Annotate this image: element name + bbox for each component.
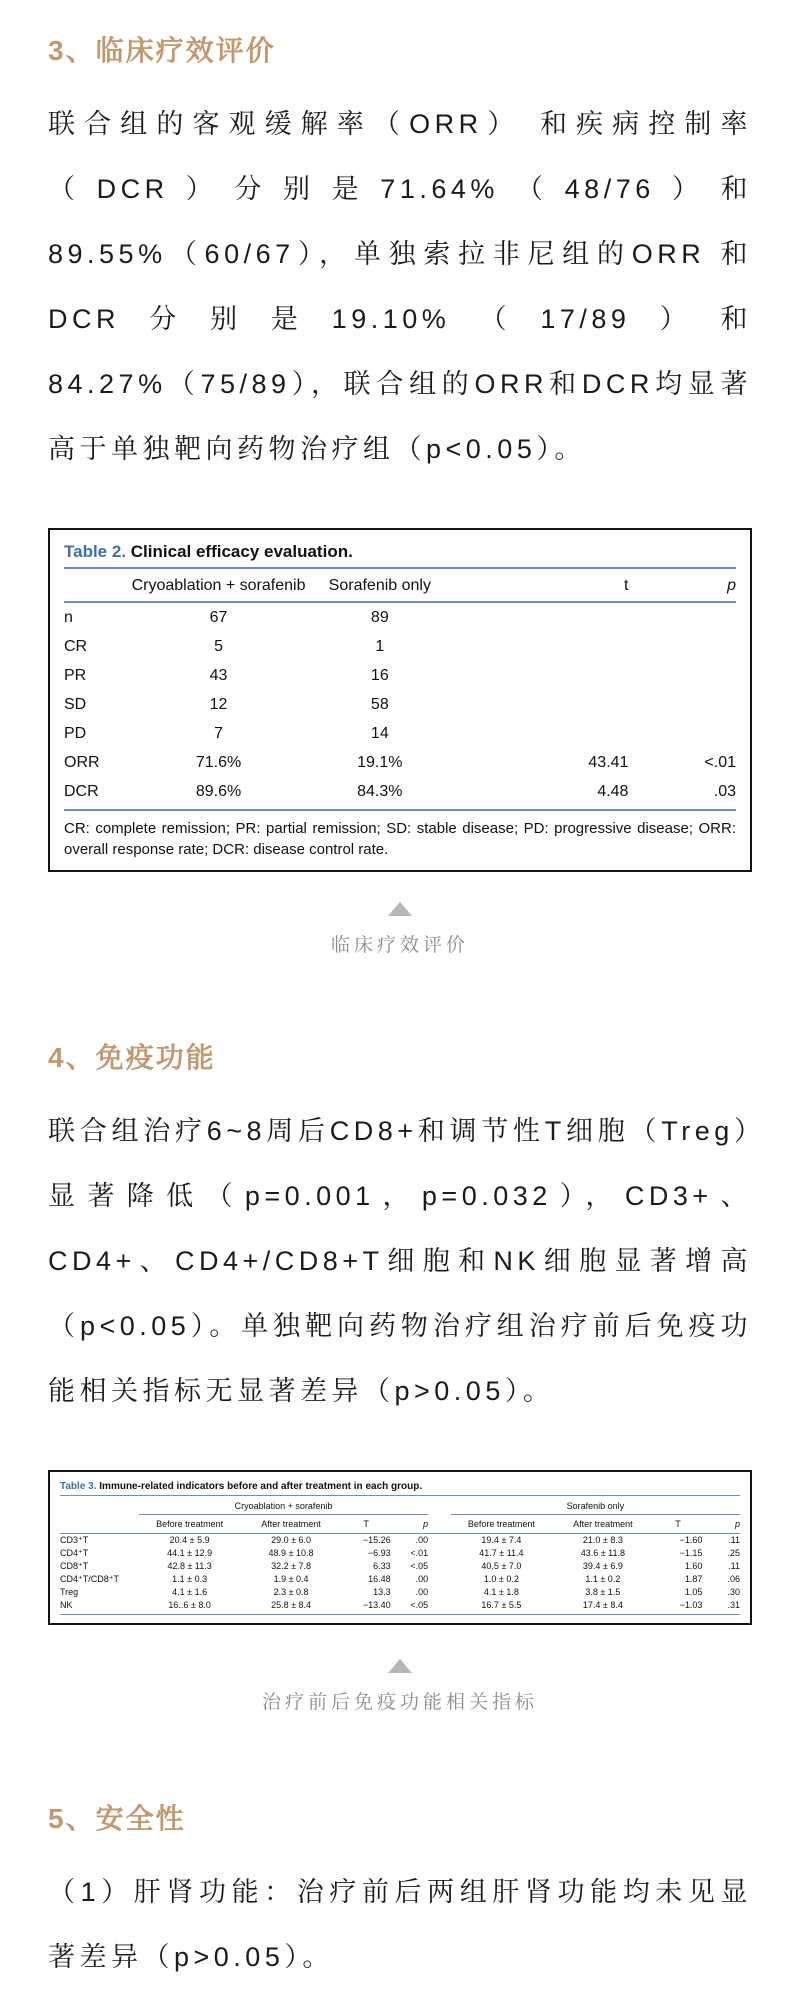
table-row	[60, 1534, 740, 1548]
table-cell: 7	[214, 725, 223, 742]
table-cell: .00	[415, 1535, 429, 1545]
table3-group-empty	[60, 1496, 139, 1516]
table-cell	[428, 1573, 451, 1586]
table-row	[64, 748, 736, 777]
table-cell: .03	[628, 777, 736, 810]
table-cell: 21.0 ± 8.3	[582, 1535, 623, 1545]
table-cell: DCR	[64, 777, 131, 810]
figure2-caption-block	[48, 1659, 752, 1714]
table-cell	[454, 690, 629, 719]
table-cell: 6.33	[373, 1561, 391, 1571]
table-cell: .11	[728, 1535, 740, 1545]
table-cell: 16..6 ± 8.0	[139, 1599, 240, 1615]
table-cell: 58	[370, 696, 389, 713]
table-cell	[454, 602, 629, 632]
triangle-up-icon	[388, 902, 412, 916]
table3-body	[60, 1534, 740, 1615]
table-cell: 40.5 ± 7.0	[481, 1561, 522, 1571]
table2-body	[64, 602, 736, 810]
table-cell: 71.6%	[195, 754, 242, 771]
table-cell: 19.1%	[357, 754, 403, 771]
table-cell	[454, 661, 629, 690]
table-row	[64, 719, 736, 748]
section-4-paragraph: 联合组治疗6~8周后CD8+和调节性T细胞（Treg）显著降低（p=0.001，p=0.032），CD3+、CD4+、CD4+/CD8+T细胞和NK细胞显著增高（p<0.05）。单独靶向药物治疗组治疗前后免疫功能相关指标无显著差异（p>0.05）。	[48, 1116, 752, 1406]
table-cell	[454, 632, 629, 661]
clinical-efficacy-table	[64, 569, 736, 811]
table3-subheader-spacer	[428, 1516, 451, 1534]
table3-group-spacer	[428, 1496, 451, 1516]
table-cell: 13.3	[373, 1587, 391, 1597]
table2-header-empty	[64, 569, 131, 602]
table3-caption-text: Immune-related indicators before and after treatment in each group.	[99, 1481, 423, 1492]
table-cell: CD3⁺T	[60, 1535, 89, 1545]
section-4-heading: 4、免疫功能	[48, 1042, 216, 1073]
table-cell: .00	[415, 1587, 429, 1597]
table-cell	[628, 690, 736, 719]
table-cell: 32.2 ± 7.8	[271, 1561, 312, 1571]
table2-title	[64, 542, 736, 569]
table2-label: Table 2.	[64, 542, 127, 561]
table-cell	[428, 1547, 451, 1560]
table-cell: 3.8 ± 1.5	[585, 1587, 621, 1597]
table-cell: 4.48	[454, 777, 629, 810]
table-row	[60, 1586, 740, 1599]
table-cell	[428, 1534, 451, 1548]
table-cell	[628, 719, 736, 748]
table-cell: 43	[209, 667, 228, 684]
section-3-paragraph: 联合组的客观缓解率（ORR） 和疾病控制率（DCR）分别是71.64%（48/76）和89.55%（60/67），单独索拉非尼组的ORR 和DCR分别是19.10%（17/89）和84.27%（75/89），联合组的ORR和DCR均显著高于单独靶向药物治疗组（p<0.05）。	[48, 109, 752, 464]
table-cell	[428, 1586, 451, 1599]
table-cell: 14	[370, 725, 389, 742]
table3-title	[60, 1481, 740, 1496]
table3-subheader-p1: p	[391, 1516, 429, 1534]
table-row	[60, 1547, 740, 1560]
table-cell: 25.8 ± 8.4	[240, 1599, 341, 1615]
table-cell: CR	[64, 638, 88, 655]
table-cell: 1.87	[684, 1574, 703, 1584]
table-cell: 44.1 ± 12.9	[167, 1548, 213, 1558]
table-cell: 89.6%	[131, 777, 306, 810]
table-cell: CD4⁺T/CD8⁺T	[60, 1574, 120, 1584]
table-cell: 48.9 ± 10.8	[268, 1548, 314, 1558]
table-row	[64, 661, 736, 690]
table-cell: 43.41	[588, 754, 629, 771]
table-cell: CD4⁺T	[60, 1548, 89, 1558]
table-row	[64, 632, 736, 661]
table3-subheader-T1: T	[342, 1516, 391, 1534]
table2-header-row	[64, 569, 736, 602]
figure2-caption: 治疗前后免疫功能相关指标	[261, 1692, 538, 1713]
table3-group-header-row	[60, 1496, 740, 1516]
table-cell	[628, 661, 736, 690]
table-cell: 67	[209, 609, 228, 626]
table-cell: −13.40	[342, 1599, 391, 1615]
table-cell: 84.3%	[306, 777, 454, 810]
table-cell: 2.3 ± 0.8	[273, 1587, 309, 1597]
table-cell: 1.1 ± 0.3	[172, 1574, 208, 1584]
table-cell: 1.9 ± 0.4	[273, 1574, 309, 1584]
table3-group1-header: Cryoablation + sorafenib	[139, 1496, 428, 1516]
table-cell: PD	[64, 725, 87, 742]
table-cell: 20.4 ± 5.9	[169, 1535, 210, 1545]
table-row	[64, 777, 736, 810]
table-cell: −1.15	[679, 1548, 703, 1558]
table-cell: 4.1 ± 1.8	[483, 1587, 519, 1597]
table2-caption-text: Clinical efficacy evaluation.	[130, 542, 353, 561]
section-3-heading: 3、临床疗效评价	[48, 35, 276, 66]
table-cell: 1.0 ± 0.2	[483, 1574, 519, 1584]
table-cell: .11	[728, 1561, 740, 1571]
table-cell: −6.93	[367, 1548, 391, 1558]
table-cell	[428, 1560, 451, 1573]
table-cell: <.05	[391, 1599, 429, 1615]
table-cell	[628, 632, 736, 661]
table-cell: 1	[375, 638, 385, 655]
table-cell: −15.26	[362, 1535, 391, 1545]
table-cell: 16	[370, 667, 389, 684]
immune-indicators-table-figure	[48, 1470, 752, 1625]
table-cell: CD8⁺T	[60, 1561, 89, 1571]
table-cell: n	[64, 609, 73, 626]
table-cell: 29.0 ± 6.0	[271, 1535, 312, 1545]
table-row	[64, 602, 736, 632]
clinical-efficacy-table-figure	[48, 528, 752, 872]
triangle-up-icon	[388, 1659, 412, 1673]
table-cell: <.01	[704, 754, 736, 771]
immune-indicators-table	[60, 1496, 740, 1615]
table3-subheader-T2: T	[654, 1516, 703, 1534]
table3-subheader-p2: p	[702, 1516, 740, 1534]
table2-header-group2: Sorafenib only	[306, 569, 454, 602]
table2-header-p: p	[628, 569, 736, 602]
section-5-heading: 5、安全性	[48, 1803, 186, 1834]
table-cell: .31	[702, 1599, 740, 1615]
table-cell: 19.4 ± 7.4	[481, 1535, 522, 1545]
table-cell: <.01	[410, 1548, 429, 1558]
table-cell: 41.7 ± 11.4	[479, 1548, 524, 1558]
table2-header-t: t	[454, 569, 629, 602]
figure1-caption-block	[48, 902, 752, 957]
figure1-caption: 临床疗效评价	[330, 935, 469, 956]
table-cell: SD	[64, 696, 87, 713]
table-cell: .30	[727, 1587, 740, 1597]
table-cell: PR	[64, 667, 87, 684]
table-cell: 1.1 ± 0.2	[585, 1574, 621, 1584]
table-cell: 89	[370, 609, 389, 626]
table-cell: .00	[415, 1574, 429, 1584]
table2-header-group1: Cryoablation + sorafenib	[131, 569, 306, 602]
table-cell: 42.8 ± 11.3	[167, 1561, 212, 1571]
table-cell: −1.60	[679, 1535, 703, 1545]
table-row	[60, 1573, 740, 1586]
table-cell: Treg	[60, 1587, 79, 1597]
table-cell: NK	[60, 1599, 139, 1615]
table-cell: 43.6 ± 11.8	[580, 1548, 625, 1558]
table3-subheader-after2: After treatment	[552, 1516, 653, 1534]
table-cell: 5	[214, 638, 223, 655]
table-cell: 39.4 ± 6.9	[582, 1561, 623, 1571]
table-cell: ORR	[64, 754, 100, 771]
table-cell	[454, 719, 629, 748]
table-cell	[628, 602, 736, 632]
table-cell: 16.48	[368, 1574, 391, 1584]
table-cell	[428, 1599, 451, 1615]
table-cell: 17.4 ± 8.4	[552, 1599, 653, 1615]
section-5-paragraph: （1）肝肾功能：治疗前后两组肝肾功能均未见显著差异（p>0.05）。	[48, 1877, 752, 1972]
table-row	[64, 690, 736, 719]
table-row	[60, 1599, 740, 1615]
table3-subheader-after1: After treatment	[240, 1516, 341, 1534]
table-cell: .25	[727, 1548, 740, 1558]
table-cell: <.05	[410, 1561, 429, 1571]
table3-subheader-before1: Before treatment	[139, 1516, 240, 1534]
table3-subheader-before2: Before treatment	[451, 1516, 552, 1534]
table-cell: 4.1 ± 1.6	[172, 1587, 208, 1597]
table-cell: −1.03	[654, 1599, 703, 1615]
table3-subheader-row	[60, 1516, 740, 1534]
table3-group2-header: Sorafenib only	[451, 1496, 740, 1516]
table-cell: 16.7 ± 5.5	[451, 1599, 552, 1615]
table-cell: 12	[209, 696, 228, 713]
table-cell: 1.60	[684, 1561, 703, 1571]
table3-subheader-empty	[60, 1516, 139, 1534]
table-row	[60, 1560, 740, 1573]
table-cell: .06	[727, 1574, 740, 1584]
table2-footnote: CR: complete remission; PR: partial remission; SD: stable disease; PD: progressive disease; ORR: overall response rate; DCR: disease control rate.	[64, 820, 736, 858]
table3-label: Table 3.	[60, 1481, 97, 1492]
table-cell: 1.05	[684, 1587, 703, 1597]
